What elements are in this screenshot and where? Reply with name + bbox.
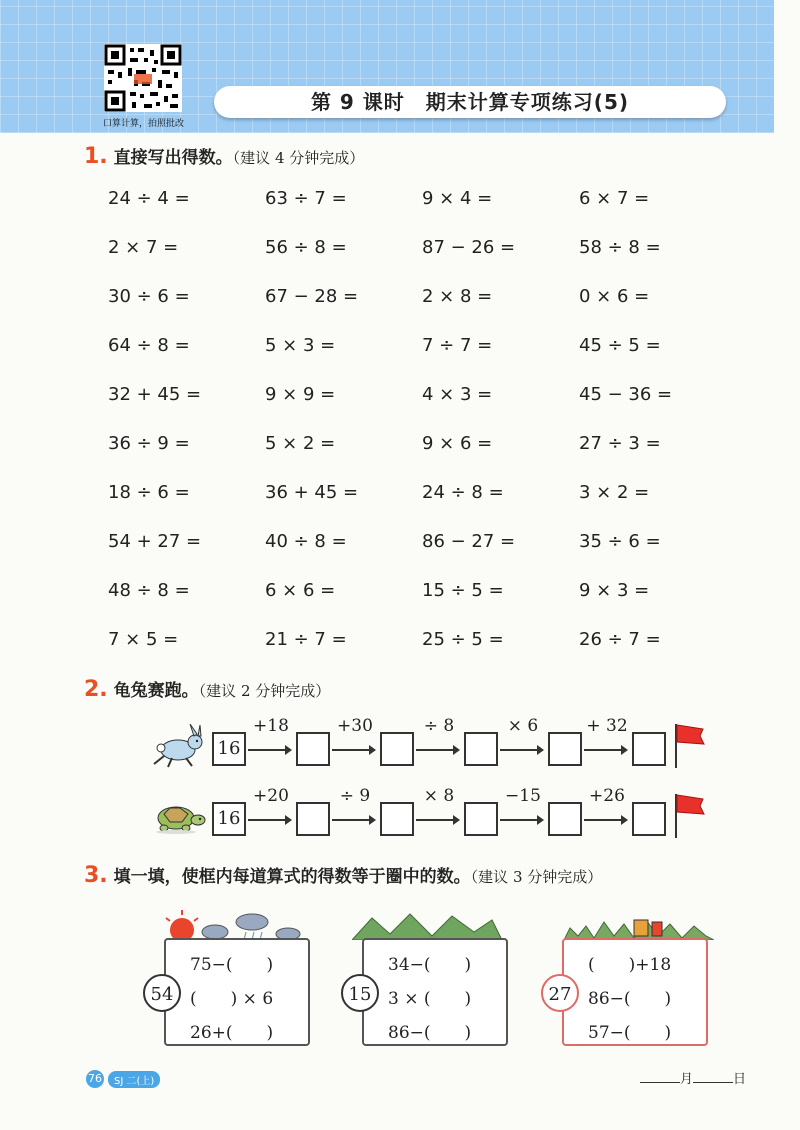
turtle-start-box: 16 [212,802,246,836]
drill-equation[interactable]: 25 ÷ 5 = [422,629,504,650]
card-2-target: 15 [341,974,379,1012]
drill-equation[interactable]: 7 ÷ 7 = [422,335,493,356]
drill-equation[interactable]: 9 × 4 = [422,188,493,209]
card-3-line-2[interactable]: 86−( ) [588,989,672,1009]
turtle-op-3: × 8 [423,786,455,806]
drill-equation[interactable]: 9 × 9 = [265,384,336,405]
turtle-answer-box-4[interactable] [548,802,582,836]
drill-equation[interactable]: 40 ÷ 8 = [265,531,347,552]
rabbit-op-4: × 6 [507,716,539,736]
arrow-icon [332,749,374,751]
rabbit-race [150,716,720,782]
rabbit-start-box: 16 [212,732,246,766]
finish-flag-icon [672,722,706,770]
question-2-number: 2. [84,677,108,702]
turtle-answer-box-2[interactable] [380,802,414,836]
drill-equation[interactable]: 7 × 5 = [108,629,179,650]
card-2-line-1[interactable]: 34−( ) [388,955,472,975]
question-3-heading [84,862,602,888]
drill-equation[interactable]: 32 + 45 = [108,384,202,405]
drill-equation[interactable]: 35 ÷ 6 = [579,531,661,552]
turtle-icon [150,794,206,838]
question-1-title: 直接写出得数。 [113,148,233,168]
turtle-answer-box-3[interactable] [464,802,498,836]
rabbit-icon [150,724,206,768]
question-3-title: 填一填，使框内每道算式的得数等于圈中的数。 [113,867,471,887]
question-2-title: 龟兔赛跑。 [113,681,199,701]
question-2-heading [84,676,330,702]
drill-equation[interactable]: 36 + 45 = [265,482,359,503]
turtle-op-5: +26 [589,786,625,806]
drill-equation[interactable]: 30 ÷ 6 = [108,286,190,307]
month-label: 月 [680,1072,694,1087]
rabbit-answer-box-5[interactable] [632,732,666,766]
town-icon [564,912,714,940]
day-label: 日 [733,1072,747,1087]
card-3 [562,938,708,1046]
arrow-icon [248,749,290,751]
question-3-number: 3. [84,863,108,888]
qr-caption: 口算计算，拍照批改 [103,119,185,129]
mountains-icon [352,910,502,940]
drill-equation[interactable]: 63 ÷ 7 = [265,188,347,209]
arrow-icon [416,819,458,821]
drill-equation[interactable]: 9 × 6 = [422,433,493,454]
arrow-icon [248,819,290,821]
turtle-op-1: +20 [253,786,289,806]
arrow-icon [500,819,542,821]
drill-equation[interactable]: 26 ÷ 7 = [579,629,661,650]
drill-equation[interactable]: 24 ÷ 8 = [422,482,504,503]
card-1 [164,938,310,1046]
drill-equation[interactable]: 86 − 27 = [422,531,516,552]
drill-equation[interactable]: 67 − 28 = [265,286,359,307]
card-2-line-2[interactable]: 3 × ( ) [388,989,472,1009]
rabbit-answer-box-2[interactable] [380,732,414,766]
finish-flag-icon [672,792,706,840]
drill-equation[interactable]: 58 ÷ 8 = [579,237,661,258]
drill-equation[interactable]: 56 ÷ 8 = [265,237,347,258]
drill-equation[interactable]: 54 + 27 = [108,531,202,552]
drill-equation[interactable]: 48 ÷ 8 = [108,580,190,601]
drill-equation[interactable]: 2 × 7 = [108,237,179,258]
rabbit-op-2: +30 [337,716,373,736]
day-blank[interactable] [693,1082,733,1083]
arrow-icon [500,749,542,751]
rabbit-answer-box-3[interactable] [464,732,498,766]
turtle-op-4: −15 [505,786,541,806]
drill-equation[interactable]: 3 × 2 = [579,482,650,503]
card-1-line-2[interactable]: ( ) × 6 [190,989,274,1009]
drill-equation[interactable]: 27 ÷ 3 = [579,433,661,454]
card-3-line-1[interactable]: ( )+18 [588,955,672,975]
arrow-icon [332,819,374,821]
drill-equation[interactable]: 15 ÷ 5 = [422,580,504,601]
question-3-hint: （建议 3 分钟完成） [470,868,603,886]
drill-equation[interactable]: 5 × 3 = [265,335,336,356]
drill-equation[interactable]: 45 − 36 = [579,384,673,405]
turtle-race [150,786,720,852]
question-1-heading [84,143,364,169]
card-1-line-3[interactable]: 26+( ) [190,1023,274,1043]
arrow-icon [584,819,626,821]
drill-equation[interactable]: 24 ÷ 4 = [108,188,190,209]
qr-code[interactable] [104,44,182,112]
drill-equation[interactable]: 0 × 6 = [579,286,650,307]
rabbit-op-5: + 32 [586,716,628,736]
drill-equation[interactable]: 21 ÷ 7 = [265,629,347,650]
question-1-number: 1. [84,144,108,169]
lesson-title: 第 9 课时 期末计算专项练习(5) [214,86,726,118]
drill-equation[interactable]: 5 × 2 = [265,433,336,454]
drill-equation[interactable]: 4 × 3 = [422,384,493,405]
date-line [640,1068,746,1087]
rabbit-op-1: +18 [253,716,289,736]
drill-equation[interactable]: 87 − 26 = [422,237,516,258]
question-1-hint: （建议 4 分钟完成） [232,149,365,167]
rabbit-op-3: ÷ 8 [423,716,455,736]
question-2-hint: （建议 2 分钟完成） [198,682,331,700]
grade-label: SJ 二(上) [108,1071,160,1088]
drill-equation[interactable]: 45 ÷ 5 = [579,335,661,356]
footer-badge [86,1070,160,1088]
card-3-line-3[interactable]: 57−( ) [588,1023,672,1043]
arrow-icon [584,749,626,751]
drill-equation[interactable]: 36 ÷ 9 = [108,433,190,454]
turtle-answer-box-5[interactable] [632,802,666,836]
month-blank[interactable] [640,1082,680,1083]
drill-grid [108,184,748,654]
drill-equation[interactable]: 9 × 3 = [579,580,650,601]
card-1-line-1[interactable]: 75−( ) [190,955,274,975]
rabbit-answer-box-1[interactable] [296,732,330,766]
card-2 [362,938,508,1046]
turtle-op-2: ÷ 9 [339,786,371,806]
card-1-target: 54 [143,974,181,1012]
drill-equation[interactable]: 18 ÷ 6 = [108,482,190,503]
rabbit-answer-box-4[interactable] [548,732,582,766]
drill-equation[interactable]: 6 × 6 = [265,580,336,601]
drill-equation[interactable]: 6 × 7 = [579,188,650,209]
turtle-answer-box-1[interactable] [296,802,330,836]
card-3-target: 27 [541,974,579,1012]
drill-equation[interactable]: 64 ÷ 8 = [108,335,190,356]
card-2-line-3[interactable]: 86−( ) [388,1023,472,1043]
arrow-icon [416,749,458,751]
page-number: 76 [86,1070,104,1088]
drill-equation[interactable]: 2 × 8 = [422,286,493,307]
